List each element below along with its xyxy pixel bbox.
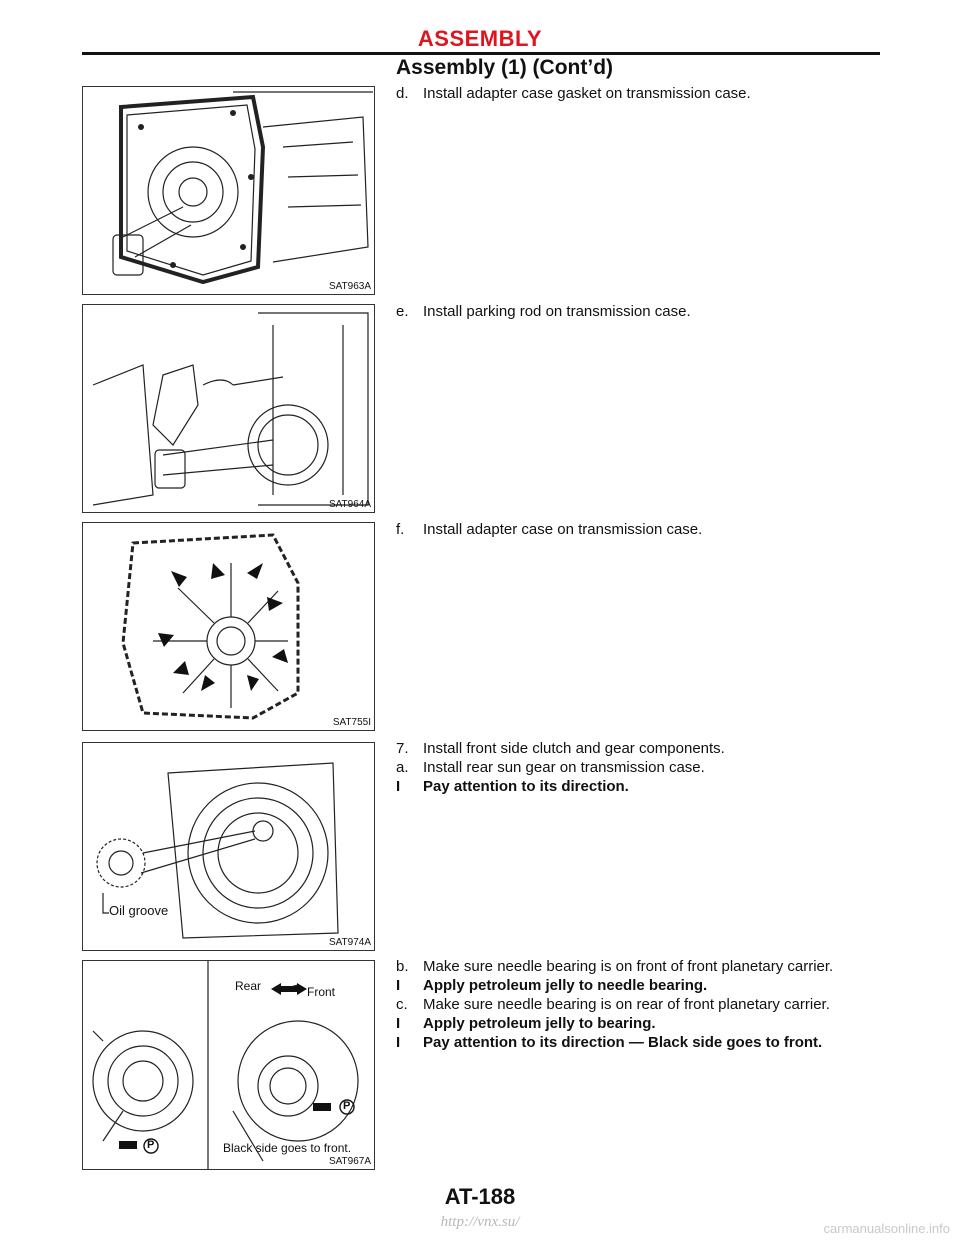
black-side-label: Black side goes to front. [223,1141,352,1155]
step-f: f. Install adapter case on transmission case. [396,521,703,538]
page-number: AT-188 [444,1184,516,1209]
page-subtitle: Assembly (1) (Cont’d) [396,56,614,79]
figure-parking-rod [82,304,375,513]
figure-needle-bearing [82,960,375,1170]
figure-code: SAT967A [328,1156,371,1167]
figure-code: SAT963A [328,281,371,292]
step-d: d. Install adapter case gasket on transmission case. [396,85,751,102]
oil-groove-label: Oil groove [109,903,169,918]
step-b-c: b. Make sure needle bearing is on front of front planetary carrier. I Apply petroleum jelly to needle bearing. c. Make sure needle bearing is on rear of front planetary carrier. I Apply petroleum jelly to bearing. I Pay attention to its direction — Black side goes to front. [396,958,834,1051]
watermark: carmanualsonline.info [823,1221,950,1236]
figure-code: SAT755I [332,717,371,728]
front-label: Front [307,985,336,999]
figure-rear-sun-gear [82,742,375,951]
footer-link[interactable]: http://vnx.su/ [440,1214,520,1230]
section-title: ASSEMBLY [417,26,543,51]
rear-label: Rear [235,979,262,993]
header-rule [82,52,880,55]
figure-adapter-gasket [82,86,375,295]
step-e: e. Install parking rod on transmission case. [396,303,691,320]
step-7: 7. Install front side clutch and gear components. a. Install rear sun gear on transmission case. I Pay attention to its direction. [396,740,725,795]
figure-code: SAT974A [328,937,371,948]
figure-code: SAT964A [328,499,371,510]
p-label: P [147,1139,155,1151]
p-label: P [343,1100,351,1112]
figure-adapter-case [82,522,375,731]
